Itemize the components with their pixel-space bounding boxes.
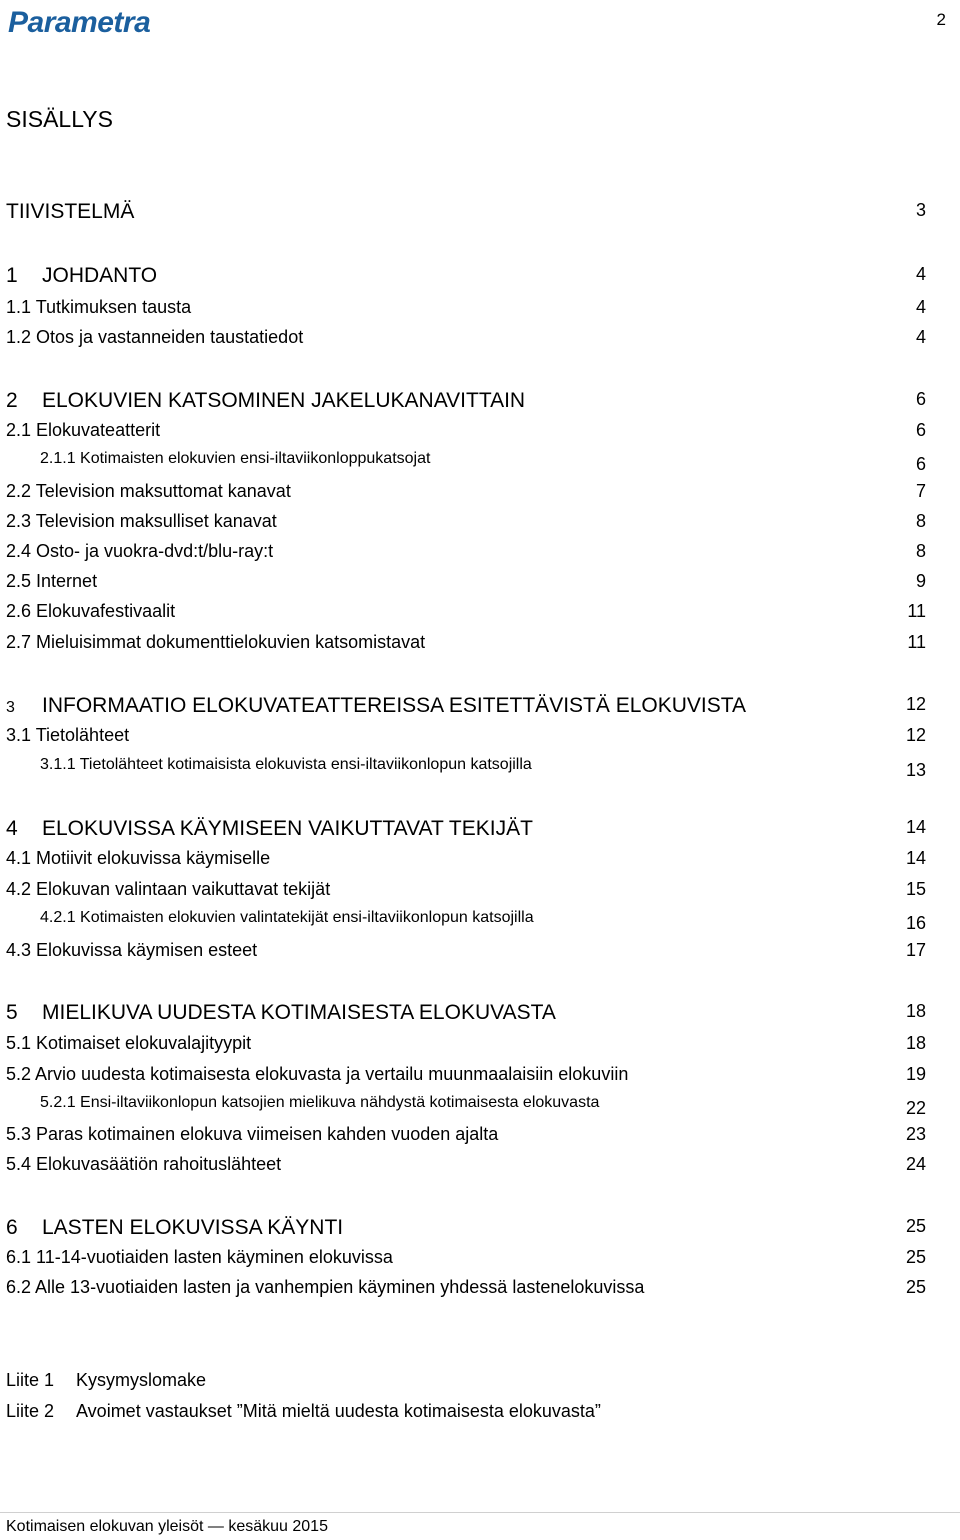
page-number: 2 bbox=[936, 10, 946, 29]
toc-page-number: 22 bbox=[905, 1098, 926, 1118]
toc-entry-text: 2.4 Osto- ja vuokra-dvd:t/blu-ray:t bbox=[6, 541, 274, 561]
toc-entry bbox=[0, 511, 960, 537]
toc-entry bbox=[0, 756, 960, 782]
toc-entry-text: JOHDANTO bbox=[42, 264, 158, 287]
toc-entry bbox=[0, 848, 960, 874]
footer-divider bbox=[0, 1512, 960, 1513]
toc-entry-title bbox=[6, 481, 291, 502]
appendix-entry-title bbox=[6, 1370, 206, 1391]
toc-page-number: 23 bbox=[905, 1124, 926, 1144]
toc-entry bbox=[0, 327, 960, 353]
parametra-logo bbox=[6, 4, 162, 40]
toc-page-number: 15 bbox=[905, 879, 926, 899]
toc-entry bbox=[0, 450, 960, 476]
toc-entry-text: 6.1 11-14-vuotiaiden lasten käyminen elokuvissa bbox=[6, 1247, 393, 1267]
toc-entry-text: 5.1 Kotimaiset elokuvalajityypit bbox=[6, 1033, 252, 1053]
toc-entry bbox=[0, 1064, 960, 1090]
toc-entry-text: 2.3 Television maksulliset kanavat bbox=[6, 511, 277, 531]
toc-entry-title bbox=[6, 420, 160, 441]
toc-page-number: 25 bbox=[905, 1216, 926, 1236]
toc-entry bbox=[0, 1033, 960, 1059]
toc-entry bbox=[0, 601, 960, 627]
svg-text:Parametra: Parametra bbox=[8, 6, 151, 39]
toc-page-number: 18 bbox=[905, 1001, 926, 1021]
toc-page-number: 25 bbox=[905, 1277, 926, 1297]
chapter-number: 3 bbox=[6, 699, 15, 716]
toc-entry bbox=[0, 817, 960, 843]
toc-entry-title bbox=[6, 1001, 556, 1025]
toc-entry-title bbox=[6, 879, 330, 900]
toc-entry-title bbox=[6, 200, 134, 224]
toc-entry-title bbox=[6, 1216, 343, 1240]
toc-page-number: 12 bbox=[905, 725, 926, 745]
toc-entry-title bbox=[6, 571, 97, 592]
toc-entry bbox=[0, 940, 960, 966]
toc-entry bbox=[0, 264, 960, 290]
toc-entry bbox=[0, 1124, 960, 1150]
toc-entry-title bbox=[40, 1094, 599, 1112]
toc-entry bbox=[0, 1277, 960, 1303]
toc-entry-text: 5.4 Elokuvasäätiön rahoituslähteet bbox=[6, 1154, 282, 1174]
toc-page-number: 3 bbox=[915, 200, 926, 220]
toc-entry-title bbox=[6, 1124, 498, 1145]
toc-entry-title bbox=[6, 1247, 393, 1268]
toc-entry-title bbox=[6, 297, 191, 318]
toc-page-number: 13 bbox=[905, 760, 926, 780]
toc-entry-title bbox=[6, 511, 277, 532]
toc-entry bbox=[0, 1216, 960, 1242]
toc-entry-title bbox=[6, 389, 525, 413]
toc-entry-text: 5.2.1 Ensi-iltaviikonlopun katsojien mielikuva nähdystä kotimaisesta elokuvasta bbox=[40, 1094, 600, 1111]
appendix-entry-title bbox=[6, 1401, 601, 1422]
toc-page-number: 7 bbox=[915, 481, 926, 501]
toc-entry-text: ELOKUVISSA KÄYMISEEN VAIKUTTAVAT TEKIJÄT bbox=[42, 817, 533, 840]
toc-entry-text: 3.1 Tietolähteet bbox=[6, 725, 130, 745]
appendix-label: Liite 2 bbox=[6, 1401, 55, 1421]
toc-entry bbox=[0, 909, 960, 935]
toc-entry bbox=[0, 1247, 960, 1273]
toc-entry-title bbox=[6, 725, 129, 746]
toc-entry-title bbox=[6, 541, 273, 562]
toc-page-number: 18 bbox=[905, 1033, 926, 1053]
toc-page-number: 4 bbox=[915, 297, 926, 317]
toc-entry-title bbox=[6, 817, 533, 841]
toc-entry-title bbox=[6, 848, 270, 869]
toc-entry bbox=[0, 389, 960, 415]
toc-entry bbox=[0, 200, 960, 226]
toc-page-number: 6 bbox=[915, 454, 926, 474]
appendix-entry bbox=[0, 1370, 960, 1396]
toc-page-number: 11 bbox=[907, 601, 926, 621]
toc-entry-title bbox=[40, 450, 430, 468]
toc-page-number: 4 bbox=[915, 327, 926, 347]
toc-entry bbox=[0, 541, 960, 567]
chapter-number: 6 bbox=[6, 1216, 18, 1239]
appendix-text: Avoimet vastaukset ”Mitä mieltä uudesta kotimaisesta elokuvasta” bbox=[76, 1401, 601, 1421]
chapter-number: 2 bbox=[6, 389, 18, 412]
toc-entry-text: MIELIKUVA UUDESTA KOTIMAISESTA ELOKUVASTA bbox=[42, 1001, 556, 1024]
appendix-label: Liite 1 bbox=[6, 1370, 55, 1390]
toc-entry-text: 5.2 Arvio uudesta kotimaisesta elokuvasta ja vertailu muunmaalaisiin elokuviin bbox=[6, 1064, 629, 1084]
toc-entry bbox=[0, 481, 960, 507]
toc-page-number: 14 bbox=[905, 848, 926, 868]
toc-entry bbox=[0, 571, 960, 597]
toc-entry-text: 4.2.1 Kotimaisten elokuvien valintatekijät ensi-iltaviikonlopun katsojilla bbox=[40, 909, 534, 926]
toc-entry-text: 2.5 Internet bbox=[6, 571, 98, 591]
toc-entry-title bbox=[6, 940, 257, 961]
chapter-number: 1 bbox=[6, 264, 18, 287]
toc-entry-text: 2.6 Elokuvafestivaalit bbox=[6, 601, 176, 621]
toc-entry-text: 2.1.1 Kotimaisten elokuvien ensi-iltaviikonloppukatsojat bbox=[40, 450, 431, 467]
toc-entry bbox=[0, 1094, 960, 1120]
toc-entry-text: 2.2 Television maksuttomat kanavat bbox=[6, 481, 291, 501]
toc-entry-title bbox=[6, 264, 157, 288]
toc-title: SISÄLLYS bbox=[6, 106, 113, 132]
toc-entry-text: INFORMAATIO ELOKUVATEATTEREISSA ESITETTÄVISTÄ ELOKUVISTA bbox=[42, 694, 747, 717]
toc-entry-title bbox=[40, 756, 532, 774]
toc-entry-text: 4.1 Motiivit elokuvissa käymiselle bbox=[6, 848, 271, 868]
logo-graphic bbox=[6, 4, 162, 40]
toc-entry-title bbox=[6, 327, 303, 348]
toc-entry-title bbox=[6, 1033, 251, 1054]
toc-page-number: 17 bbox=[905, 940, 926, 960]
toc-entry bbox=[0, 1154, 960, 1180]
toc-entry-title bbox=[6, 1154, 281, 1175]
chapter-number: 5 bbox=[6, 1001, 18, 1024]
toc-page-number: 14 bbox=[905, 817, 926, 837]
toc-entry-text: LASTEN ELOKUVISSA KÄYNTI bbox=[42, 1216, 344, 1239]
toc-entry-text: TIIVISTELMÄ bbox=[6, 200, 135, 223]
toc-page-number: 19 bbox=[905, 1064, 926, 1084]
toc-page-number: 8 bbox=[915, 511, 926, 531]
toc-entry bbox=[0, 1001, 960, 1027]
toc-entry bbox=[0, 879, 960, 905]
toc-page-number: 12 bbox=[905, 694, 926, 714]
toc-page-number: 9 bbox=[915, 571, 926, 591]
toc-page-number: 25 bbox=[905, 1247, 926, 1267]
footer-text: Kotimaisen elokuvan yleisöt — kesäkuu 2015 bbox=[6, 1518, 328, 1535]
toc-entry-title bbox=[6, 694, 746, 718]
toc-entry-text: 1.2 Otos ja vastanneiden taustatiedot bbox=[6, 327, 304, 347]
toc-entry-text: 1.1 Tutkimuksen tausta bbox=[6, 297, 192, 317]
toc-entry-text: 2.7 Mieluisimmat dokumenttielokuvien katsomistavat bbox=[6, 632, 426, 652]
toc-entry-text: 2.1 Elokuvateatterit bbox=[6, 420, 161, 440]
toc-entry bbox=[0, 632, 960, 658]
toc-entry-title bbox=[40, 909, 534, 927]
toc-entry-text: 6.2 Alle 13-vuotiaiden lasten ja vanhempien käyminen yhdessä lastenelokuvissa bbox=[6, 1277, 645, 1297]
toc-entry-text: 5.3 Paras kotimainen elokuva viimeisen kahden vuoden ajalta bbox=[6, 1124, 499, 1144]
chapter-number: 4 bbox=[6, 817, 18, 840]
toc-page-number: 11 bbox=[907, 632, 926, 652]
toc-entry bbox=[0, 420, 960, 446]
toc-entry-text: 4.2 Elokuvan valintaan vaikuttavat tekijät bbox=[6, 879, 331, 899]
toc-entry bbox=[0, 297, 960, 323]
toc-entry bbox=[0, 725, 960, 751]
toc-page-number: 6 bbox=[915, 389, 926, 409]
toc-entry-text: ELOKUVIEN KATSOMINEN JAKELUKANAVITTAIN bbox=[42, 389, 526, 412]
toc-page-number: 8 bbox=[915, 541, 926, 561]
toc-entry-title bbox=[6, 1064, 628, 1085]
toc-entry-text: 4.3 Elokuvissa käymisen esteet bbox=[6, 940, 258, 960]
toc-page-number: 24 bbox=[905, 1154, 926, 1174]
toc-page-number: 4 bbox=[915, 264, 926, 284]
toc-page-number: 6 bbox=[915, 420, 926, 440]
toc-entry-title bbox=[6, 601, 175, 622]
toc-entry bbox=[0, 694, 960, 720]
appendix-text: Kysymyslomake bbox=[76, 1370, 207, 1390]
appendix-entry bbox=[0, 1401, 960, 1427]
toc-page-number: 16 bbox=[905, 913, 926, 933]
toc-entry-title bbox=[6, 1277, 644, 1298]
toc-entry-title bbox=[6, 632, 425, 653]
toc-entry-text: 3.1.1 Tietolähteet kotimaisista elokuvista ensi-iltaviikonlopun katsojilla bbox=[40, 756, 532, 773]
